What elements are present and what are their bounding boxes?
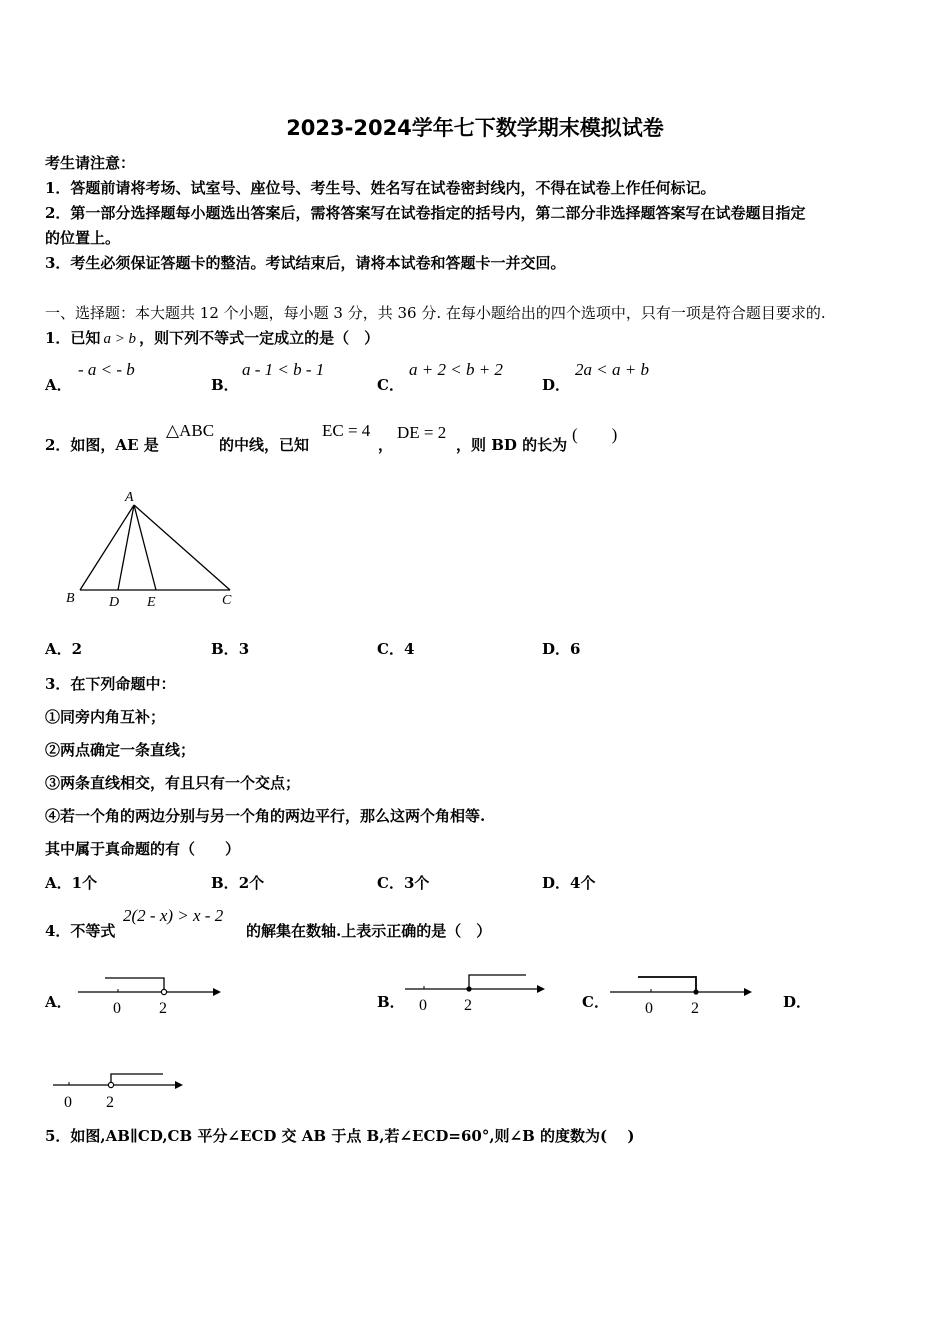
notice-heading: 考生请注意： — [45, 154, 136, 172]
number-line-a — [75, 968, 225, 1018]
q2-triangle: △ABC — [166, 421, 215, 440]
q2-de: DE = 2 — [397, 423, 447, 442]
q4-option-b-label: B． — [377, 993, 405, 1011]
q3-option-d: D．4个 — [542, 874, 596, 892]
solution-bracket — [469, 975, 526, 989]
q2-part3: ，则 BD 的长为 — [456, 436, 568, 454]
q1-option-d-expr: 2a < a + b — [575, 360, 649, 379]
q2-part1: 2．如图，AE 是 — [45, 436, 159, 454]
q3-ask: 其中属于真命题的有（ ） — [45, 840, 241, 858]
q1-condition: a > b — [103, 331, 137, 347]
q3-prop-1: ①同旁内角互补； — [45, 708, 166, 726]
q2-option-b: B．3 — [211, 640, 250, 658]
number-line-b — [402, 965, 552, 1015]
label-two: 2 — [464, 997, 472, 1014]
label-two: 2 — [691, 1000, 699, 1017]
q2-comma: ， — [378, 436, 394, 454]
solution-bracket — [111, 1074, 163, 1085]
solid-dot — [693, 989, 698, 994]
notice-item-2: 2．第一部分选择题每小题选出答案后，需将答案写在试卷指定的括号内，第二部分非选择题答案写在试卷题目指定 — [45, 204, 806, 222]
q3-prop-2: ②两点确定一条直线； — [45, 741, 196, 759]
notice-item-1: 1．答题前请将考场、试室号、座位号、考生号、姓名写在试卷密封线内，不得在试卷上作任何标记。 — [45, 179, 716, 197]
q1-option-c-label: C． — [377, 376, 404, 394]
solution-bracket — [638, 977, 696, 992]
page-title: 2023-2024学年七下数学期末模拟试卷 — [286, 116, 664, 140]
q1-suffix: ，则下列不等式一定成立的是（ ） — [139, 329, 380, 347]
label-two: 2 — [159, 1000, 167, 1017]
label-zero: 0 — [113, 1000, 121, 1017]
q1-option-d-label: D． — [542, 376, 571, 394]
q2-paren: ( ) — [572, 425, 618, 444]
q2-option-c: C．4 — [377, 640, 415, 658]
q2-ec: EC = 4 — [322, 421, 371, 440]
q4-prefix: 4．不等式 — [45, 922, 116, 940]
q3-stem: 3．在下列命题中： — [45, 675, 176, 693]
solution-bracket — [105, 978, 164, 992]
q4-option-c-label: C． — [582, 993, 609, 1011]
vertex-c-label: C — [222, 593, 232, 608]
q1-prefix: 1．已知 — [45, 329, 101, 347]
q2-option-d: D．6 — [542, 640, 581, 658]
arrow-head — [744, 988, 752, 996]
q3-option-a: A．1个 — [45, 874, 98, 892]
number-line-c — [607, 968, 757, 1018]
q1-option-b-expr: a - 1 < b - 1 — [242, 360, 325, 379]
q4-option-d-label: D． — [783, 993, 812, 1011]
q3-option-c: C．3个 — [377, 874, 430, 892]
q4-suffix: 的解集在数轴.上表示正确的是（ ） — [246, 922, 492, 940]
q3-prop-4: ④若一个角的两边分别与另一个角的两边平行，那么这两个角相等. — [45, 807, 486, 825]
q5-stem: 5．如图,AB∥CD,CB 平分∠ECD 交 AB 于点 B,若∠ECD=60°,则∠B 的度数为( ) — [45, 1127, 635, 1145]
open-circle — [161, 989, 166, 994]
q3-prop-3: ③两条直线相交，有且只有一个交点； — [45, 774, 301, 792]
vertex-b-label: B — [66, 591, 75, 606]
notice-item-3: 3．考生必须保证答题卡的整洁。考试结束后，请将本试卷和答题卡一并交回。 — [45, 254, 566, 272]
q2-option-a: A．2 — [45, 640, 83, 658]
triangle-figure — [60, 485, 250, 610]
label-zero: 0 — [64, 1094, 72, 1111]
vertex-a-label: A — [125, 490, 134, 505]
label-two: 2 — [106, 1094, 114, 1111]
arrow-head — [175, 1081, 183, 1089]
q2-part2: 的中线，已知 — [219, 436, 310, 454]
section-heading: 一、选择题：本大题共 12 个小题，每小题 3 分，共 36 分. 在每小题给出的四个选项中，只有一项是符合题目要求的. — [45, 304, 826, 322]
point-d-label: D — [109, 595, 120, 610]
q1-stem — [45, 327, 379, 348]
number-line-d — [50, 1063, 190, 1113]
point-e-label: E — [147, 595, 156, 610]
q1-option-b-label: B． — [211, 376, 239, 394]
label-zero: 0 — [645, 1000, 653, 1017]
q1-option-a-label: A． — [45, 376, 72, 394]
segment-ae — [134, 505, 156, 590]
q3-option-b: B．2个 — [211, 874, 265, 892]
notice-item-2-cont: 的位置上。 — [45, 229, 121, 247]
q4-option-a-label: A． — [45, 993, 72, 1011]
side-ac — [134, 505, 230, 590]
q1-option-c-expr: a + 2 < b + 2 — [409, 360, 503, 379]
solid-dot — [466, 986, 471, 991]
q4-inequality: 2(2 - x) > x - 2 — [123, 906, 224, 925]
arrow-head — [537, 985, 545, 993]
label-zero: 0 — [419, 997, 427, 1014]
open-circle — [108, 1082, 113, 1087]
q1-option-a-expr: - a < - b — [78, 360, 135, 379]
arrow-head — [213, 988, 221, 996]
